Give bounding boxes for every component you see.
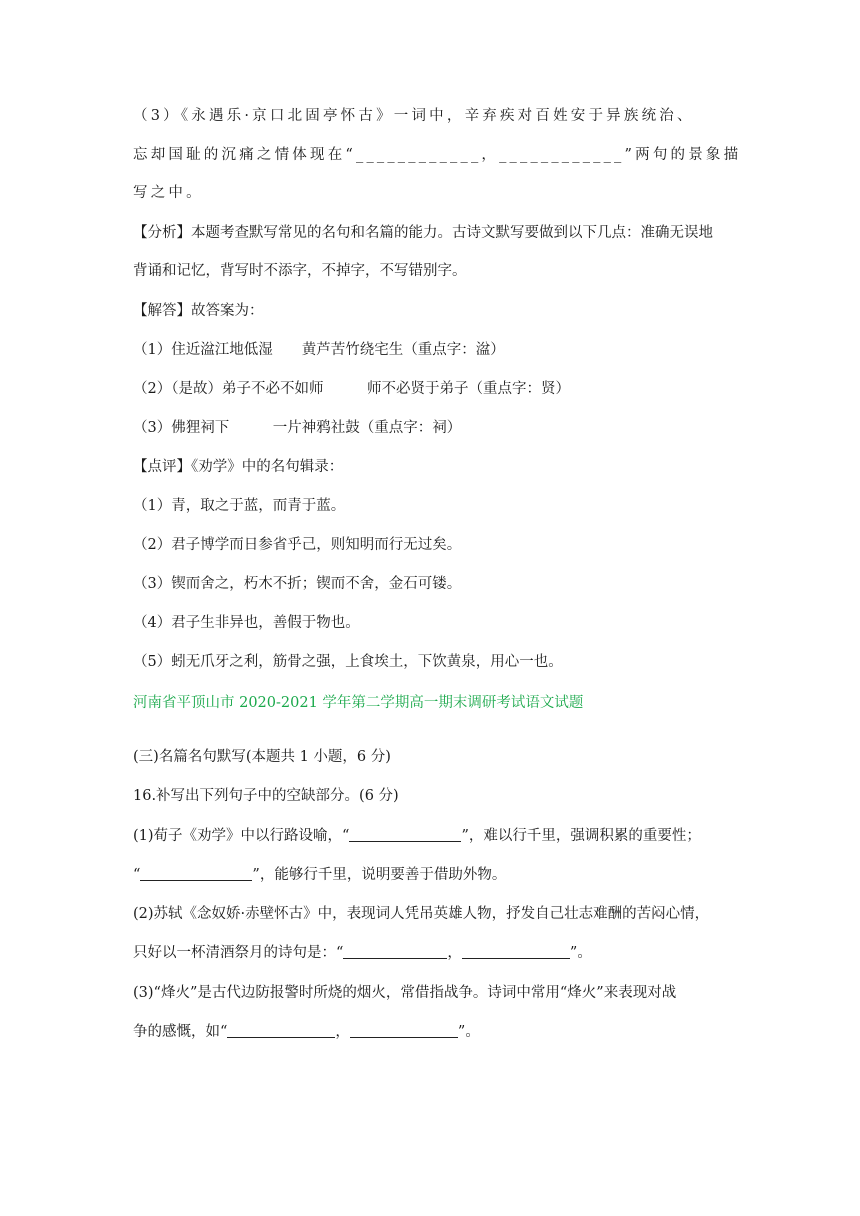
q16-part-3-line-2 xyxy=(133,1022,480,1042)
q3-line-3: 写之中。 xyxy=(133,185,204,201)
answer-heading: 【解答】故答案为： xyxy=(133,303,264,319)
section-heading: (三)名篇名句默写(本题共 1 小题，6 分) xyxy=(133,749,391,765)
answer-item-3: （3）佛狸祠下 一片神鸦社鼓（重点字：祠） xyxy=(133,420,462,436)
q16-part-1-line-2 xyxy=(133,865,506,885)
comment-item-3: （3）锲而舍之，朽木不折；锲而不舍，金石可镂。 xyxy=(133,576,462,592)
answer-item-2: （2）（是故）弟子不必不如师 师不必贤于弟子（重点字：贤） xyxy=(133,381,570,397)
comment-item-1: （1）青，取之于蓝，而青于蓝。 xyxy=(133,498,346,514)
answer-item-1: （1）住近湓江地低湿 黄芦苦竹绕宅生（重点字：湓） xyxy=(133,342,505,358)
q16-p3-end: ”。 xyxy=(457,1024,480,1040)
answer-blank[interactable] xyxy=(350,1023,458,1038)
comment-item-2: （2）君子博学而日参省乎己，则知明而行无过矣。 xyxy=(133,537,462,553)
q16-p2-end: ”。 xyxy=(569,945,592,961)
analysis-line-1: 【分析】本题考查默写常见的名句和名篇的能力。古诗文默写要做到以下几点：准确无误地 xyxy=(133,225,713,241)
answer-blank[interactable] xyxy=(349,827,461,842)
q16-part-2-line-1: (2)苏轼《念奴娇·赤壁怀古》中，表现词人凭吊英雄人物，抒发自己壮志难酬的苦闷心情， xyxy=(133,906,710,922)
q3-line-1: （3）《永遇乐·京口北固亭怀古》一词中，辛弃疾对百姓安于异族统治、 xyxy=(133,108,695,124)
q16-p1-text-b: ”，难以行千里，强调积累的重要性； xyxy=(461,828,701,844)
source-title-link[interactable]: 河南省平顶山市 2020-2021 学年第二学期高一期末调研考试语文试题 xyxy=(133,695,584,711)
analysis-line-2: 背诵和记忆，背写时不添字，不掉字，不写错别字。 xyxy=(133,263,467,279)
comment-heading: 【点评】《劝学》中的名句辑录： xyxy=(133,459,344,475)
question-16: 16.补写出下列句子中的空缺部分。(6 分) xyxy=(133,788,399,804)
q3-line-2: 忘却国耻的沉痛之情体现在“____________，____________”两句的景象描 xyxy=(133,147,742,163)
q16-p1-text-d: ”，能够行千里，说明要善于借助外物。 xyxy=(252,867,507,883)
q16-p3-text-a: 争的感慨，如“ xyxy=(133,1024,228,1040)
q16-p3-sep: ， xyxy=(335,1024,350,1040)
answer-blank[interactable] xyxy=(140,866,252,881)
q16-p2-text-a: 只好以一杯清酒祭月的诗句是：“ xyxy=(133,945,344,961)
q16-p2-sep: ， xyxy=(447,945,462,961)
comment-item-5: （5）蚓无爪牙之利，筋骨之强，上食埃土，下饮黄泉，用心一也。 xyxy=(133,654,563,670)
q16-part-2-line-2 xyxy=(133,943,592,963)
q16-part-3-line-1: (3)“烽火”是古代边防报警时所烧的烟火，常借指战争。诗词中常用“烽火”来表现对战 xyxy=(133,985,677,1001)
answer-blank[interactable] xyxy=(343,944,447,959)
answer-blank[interactable] xyxy=(462,944,570,959)
q16-p1-text-a: (1)荀子《劝学》中以行路设喻，“ xyxy=(133,828,350,844)
answer-blank[interactable] xyxy=(227,1023,335,1038)
q16-p1-text-c: “ xyxy=(133,867,141,883)
q16-part-1-line-1 xyxy=(133,826,701,846)
comment-item-4: （4）君子生非异也，善假于物也。 xyxy=(133,615,360,631)
